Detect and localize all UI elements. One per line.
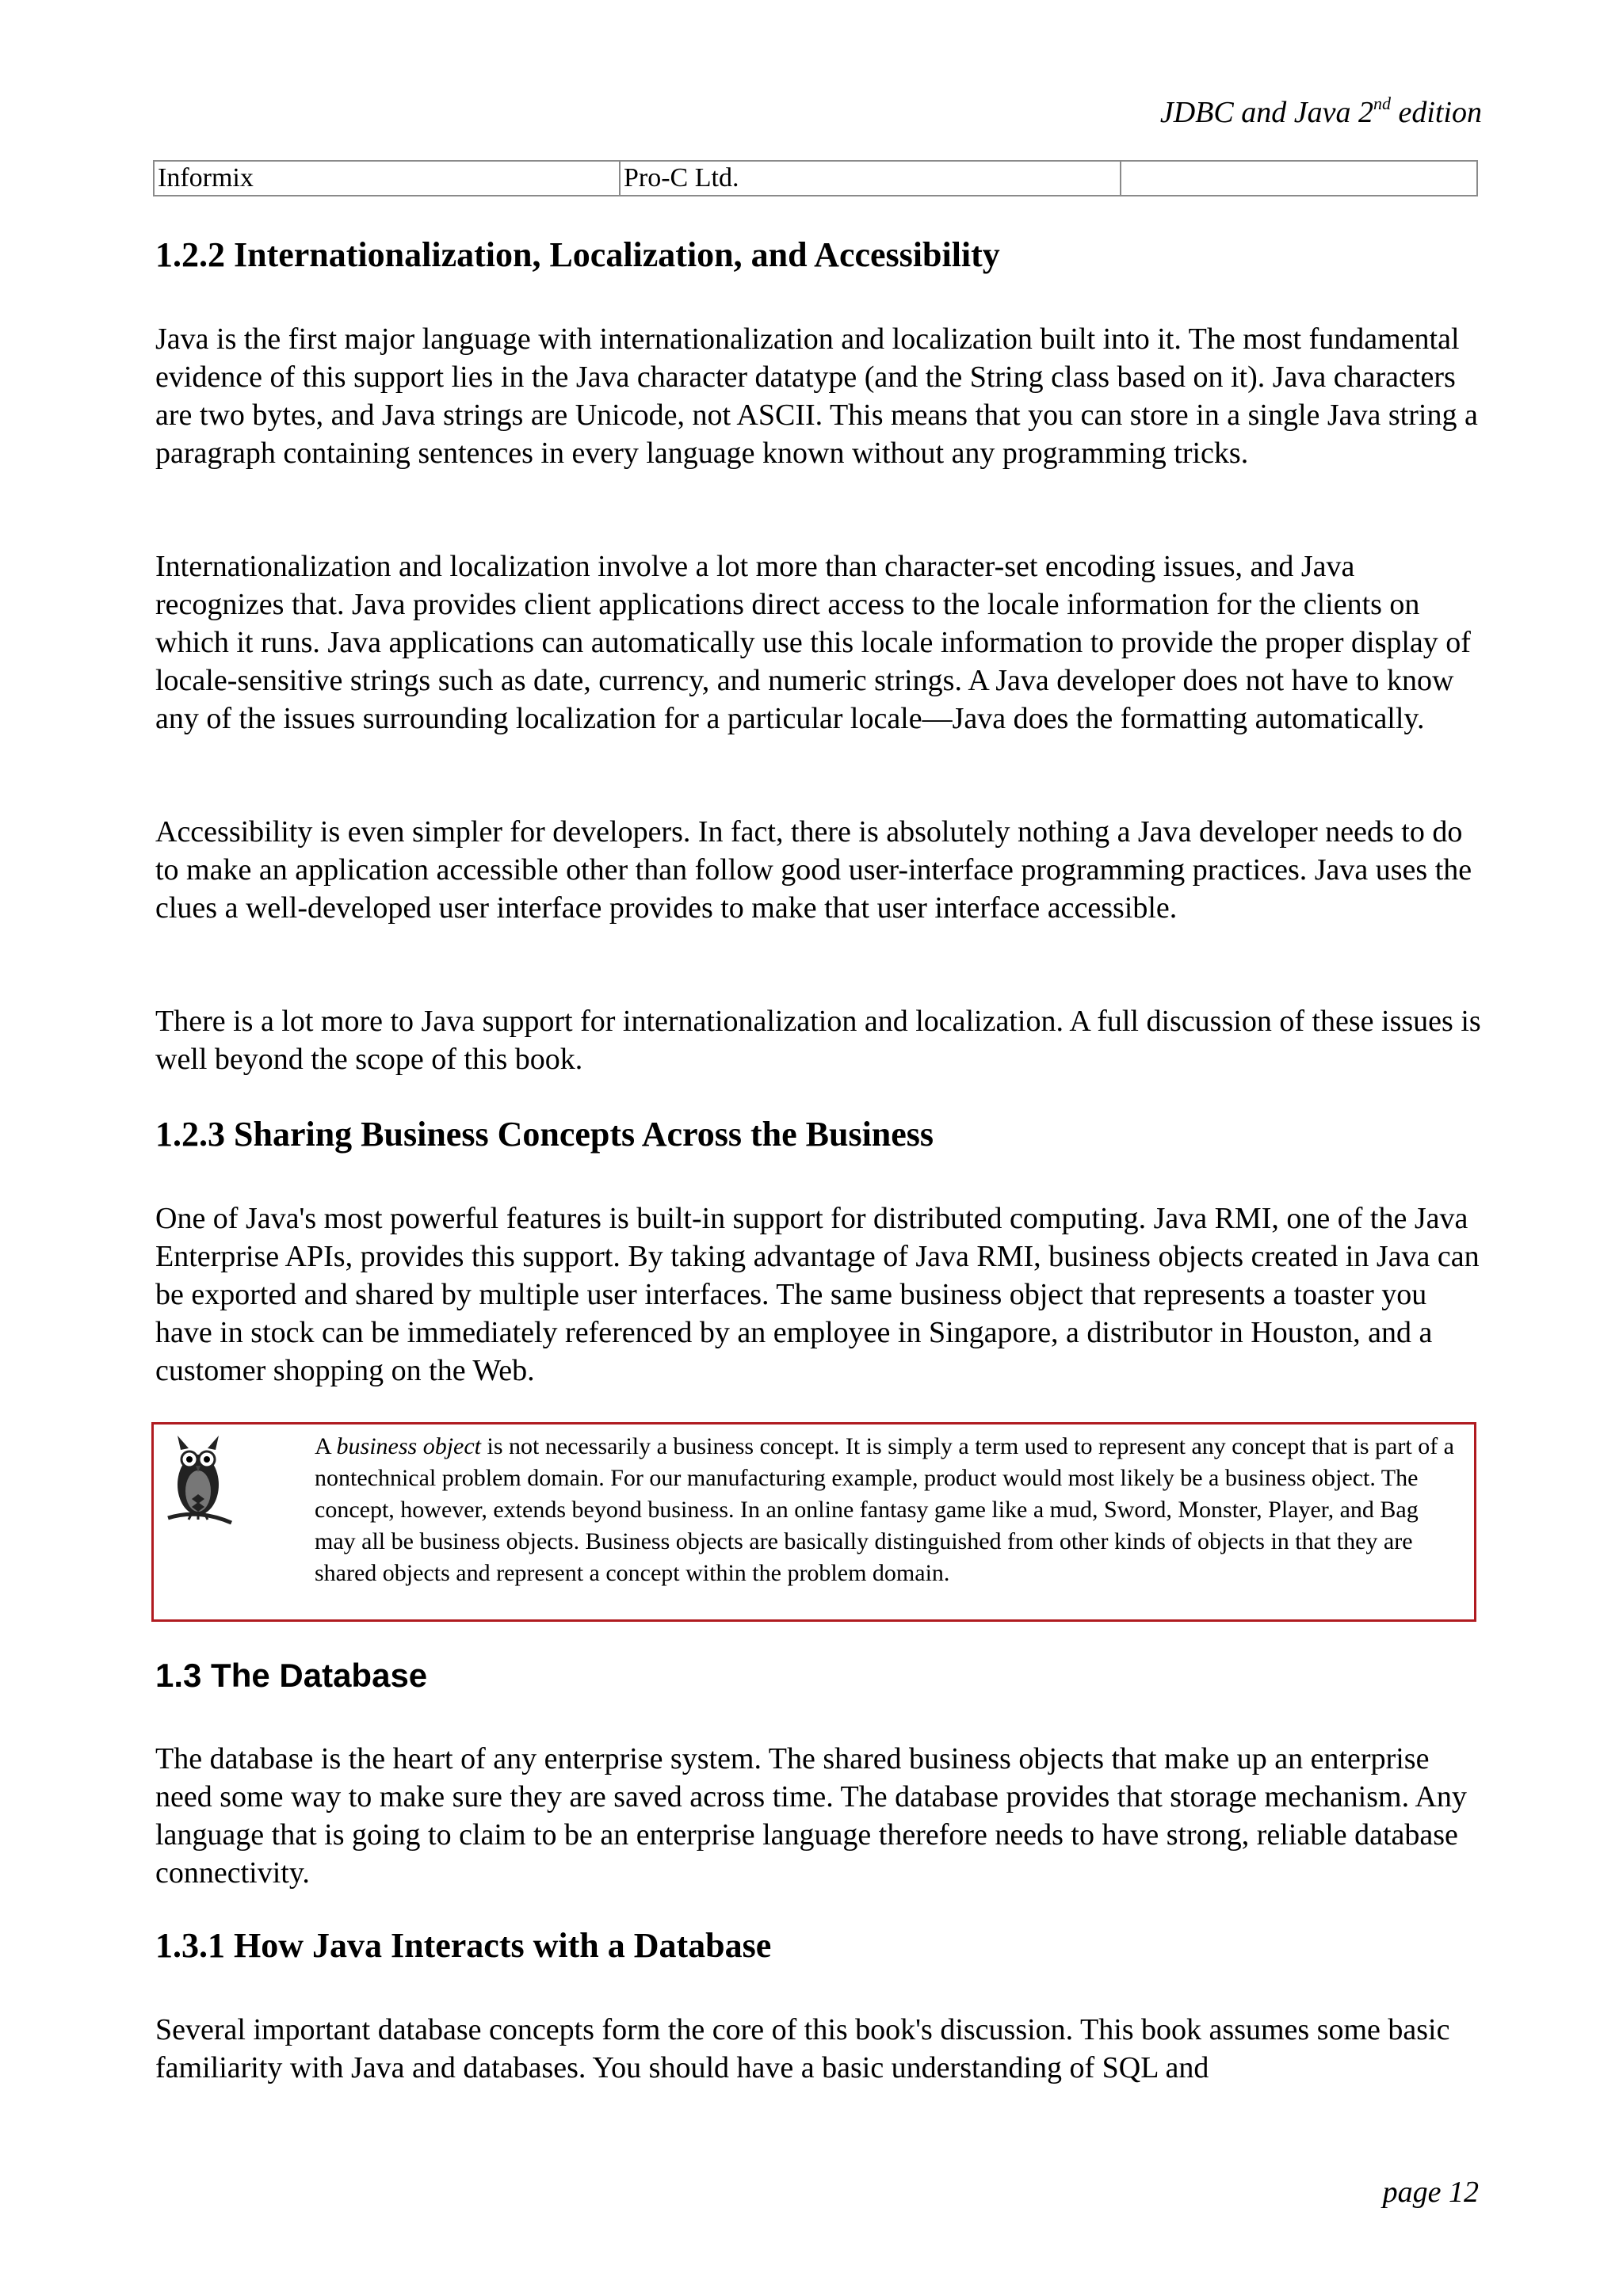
note-text: [315, 1431, 1464, 1589]
heading-1-3: 1.3 The Database: [155, 1657, 428, 1694]
paragraph-database: The database is the heart of any enterprise system. The shared business objects that make up an enterprise need some way to make sure they are saved across time. The database provides that storage mechanism. Any language that is going to claim to be an enterprise language therefore needs to have strong, reliable database connectivity.: [155, 1742, 1467, 1890]
note-box: [151, 1422, 1476, 1622]
paragraph-i18n-1: Java is the first major language with internationalization and localization built into it. The most fundamental evidence of this support lies in the Java character datatype (and the String class based on it). Java characters are two bytes, and Java strings are Unicode, not ASCII. This means that you can store in a single Java string a paragraph containing sentences in every language known without any programming tricks.: [155, 322, 1478, 470]
vendor-table: [153, 160, 1478, 196]
paragraph-i18n-2: Internationalization and localization involve a lot more than character-set encoding issues, and Java recognizes that. Java provides client applications direct access to the locale information for the clients on which it runs. Java applications can automatically use this locale information to provide the proper display of locale-sensitive strings such as date, currency, and numeric strings. A Java developer does not have to know any of the issues surrounding localization for a particular locale—Java does the formatting automatically.: [155, 550, 1471, 735]
heading-1-2-2: 1.2.2 Internationalization, Localization, and Accessibility: [155, 235, 1000, 274]
paragraph-i18n-scope: There is a lot more to Java support for internationalization and localization. A full discussion of these issues is well beyond the scope of this book.: [155, 1005, 1481, 1076]
note-lead: A: [315, 1433, 337, 1459]
note-body: is not necessarily a business concept. It is simply a term used to represent any concept that is part of a nontechnical problem domain. For our manufacturing example, product would most likely be a business object. The concept, however, extends beyond business. In an online fantasy game like a mud, Sword, Monster, Player, and Bag may all be business objects. Business objects are basically distinguished from other kinds of objects in that they are shared objects and represent a concept within the problem domain.: [315, 1433, 1454, 1586]
header-title-suffix: edition: [1390, 96, 1482, 129]
table-cell-vendor: Informix: [154, 161, 620, 196]
note-term: business object: [336, 1433, 481, 1459]
header-superscript: nd: [1373, 93, 1391, 113]
page-number: page 12: [1382, 2176, 1479, 2209]
running-header: [1160, 95, 1482, 128]
owl-note-icon: [160, 1429, 236, 1531]
heading-1-2-3: 1.2.3 Sharing Business Concepts Across the Business: [155, 1115, 934, 1154]
table-cell-empty: [1121, 161, 1477, 196]
table-row: [154, 161, 1477, 196]
paragraph-sharing-business: One of Java's most powerful features is built-in support for distributed computing. Java RMI, one of the Java Enterprise APIs, provides this support. By taking advantage of Java RMI, business objects created in Java can be exported and shared by multiple user interfaces. The same business object that represents a toaster you have in stock can be immediately referenced by an employee in Singapore, a distributor in Houston, and a customer shopping on the Web.: [155, 1202, 1480, 1387]
paragraph-java-database: Several important database concepts form the core of this book's discussion. This book assumes some basic familiarity with Java and databases. You should have a basic understanding of SQL and: [155, 2013, 1450, 2084]
header-title: JDBC and Java 2: [1159, 96, 1373, 129]
heading-1-3-1: 1.3.1 How Java Interacts with a Database: [155, 1926, 772, 1965]
table-cell-company: Pro-C Ltd.: [620, 161, 1121, 196]
paragraph-accessibility: Accessibility is even simpler for developers. In fact, there is absolutely nothing a Java developer needs to do to make an application accessible other than follow good user-interface programming practices. Java uses the clues a well-developed user interface provides to make that user interface accessible.: [155, 815, 1472, 925]
